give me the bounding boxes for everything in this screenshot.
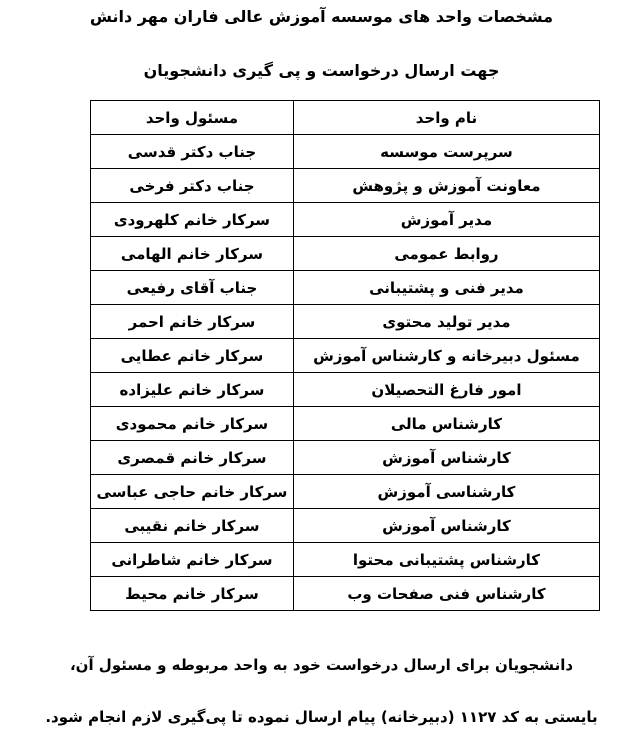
unit-name-cell: مسئول دبیرخانه و کارشناس آموزش <box>293 339 599 373</box>
footer-note-line-1: دانشجویان برای ارسال درخواست خود به واحد مربوطه و مسئول آن، <box>69 656 574 674</box>
responsible-cell: سرکار خانم کلهرودی <box>91 203 294 237</box>
unit-name-cell: معاونت آموزش و پژوهش <box>293 169 599 203</box>
responsible-cell: جناب دکتر قدسی <box>91 135 294 169</box>
responsible-cell: سرکار خانم محمودی <box>91 407 294 441</box>
document-subtitle: جهت ارسال درخواست و پی گیری دانشجویان <box>143 61 500 80</box>
responsible-cell: سرکار خانم الهامی <box>91 237 294 271</box>
column-header-unit-name: نام واحد <box>293 101 599 135</box>
footer-note-line-2: بایستی به کد ۱۱۲۷ (دبیرخانه) پیام ارسال نموده تا پی‌گیری لازم انجام شود. <box>45 708 598 726</box>
table-row <box>91 339 600 373</box>
unit-name-cell: روابط عمومی <box>293 237 599 271</box>
unit-name-cell: سرپرست موسسه <box>293 135 599 169</box>
table-row <box>91 237 600 271</box>
unit-name-cell: امور فارغ التحصیلان <box>293 373 599 407</box>
unit-name-cell: کارشناس مالی <box>293 407 599 441</box>
table-row <box>91 169 600 203</box>
responsible-cell: سرکار خانم احمر <box>91 305 294 339</box>
unit-name-cell: کارشناسی آموزش <box>293 475 599 509</box>
document-title: مشخصات واحد های موسسه آموزش عالی فاران مهر دانش <box>89 7 554 26</box>
responsible-cell: سرکار خانم عطایی <box>91 339 294 373</box>
responsible-cell: سرکار خانم علیزاده <box>91 373 294 407</box>
responsible-cell: سرکار خانم شاطرانی <box>91 543 294 577</box>
column-header-responsible: مسئول واحد <box>91 101 294 135</box>
table-row <box>91 577 600 611</box>
responsible-cell: جناب دکتر فرخی <box>91 169 294 203</box>
unit-name-cell: کارشناس فنی صفحات وب <box>293 577 599 611</box>
table-row <box>91 543 600 577</box>
responsible-cell: سرکار خانم حاجی عباسی <box>91 475 294 509</box>
table-row <box>91 475 600 509</box>
table-row <box>91 407 600 441</box>
responsible-cell: سرکار خانم قمصری <box>91 441 294 475</box>
table-row <box>91 509 600 543</box>
table-row <box>91 441 600 475</box>
unit-name-cell: کارشناس آموزش <box>293 441 599 475</box>
table-row <box>91 373 600 407</box>
responsible-cell: سرکار خانم محیط <box>91 577 294 611</box>
unit-name-cell: مدیر فنی و پشتیبانی <box>293 271 599 305</box>
units-table <box>90 100 600 611</box>
table-row <box>91 135 600 169</box>
unit-name-cell: کارشناس آموزش <box>293 509 599 543</box>
responsible-cell: سرکار خانم نقیبی <box>91 509 294 543</box>
unit-name-cell: کارشناس پشتیبانی محتوا <box>293 543 599 577</box>
table-row <box>91 203 600 237</box>
unit-name-cell: مدیر تولید محتوی <box>293 305 599 339</box>
table-row <box>91 271 600 305</box>
table-row <box>91 305 600 339</box>
unit-name-cell: مدیر آموزش <box>293 203 599 237</box>
table-header-row <box>91 101 600 135</box>
responsible-cell: جناب آقای رفیعی <box>91 271 294 305</box>
